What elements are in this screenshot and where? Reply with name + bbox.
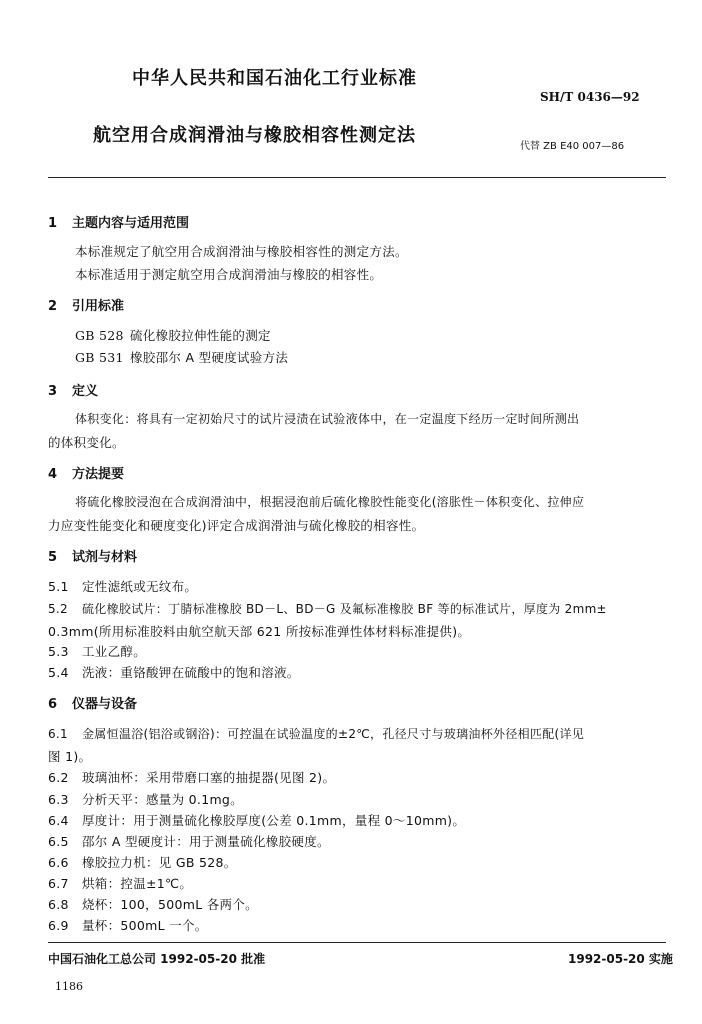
item-text: 洗液：重铬酸钾在硫酸中的饱和溶液。 <box>82 665 300 680</box>
section-title: 仪器与设备 <box>72 697 138 712</box>
header-rule <box>48 177 666 178</box>
item-number: 5.1 <box>48 579 69 594</box>
item-text: 分析天平：感量为 0.1mg。 <box>82 792 243 807</box>
item-text: 玻璃油杯：采用带磨口塞的抽提器(见图 2)。 <box>82 770 336 785</box>
section-1-heading <box>48 212 189 231</box>
list-item <box>48 642 146 660</box>
list-item-continuation: 0.3mm(所用标准胶料由航空航天部 621 所按标准弹性体材料标准提供)。 <box>48 624 471 639</box>
reference-title: 橡胶邵尔 A 型硬度试验方法 <box>130 350 289 365</box>
item-text: 硫化橡胶试片：丁腈标准橡胶 BD－L、BD－G 及氟标准橡胶 BF 等的标准试片，厚度为 2mm± <box>82 602 607 616</box>
paragraph-line: 的体积变化。 <box>48 435 125 450</box>
item-number: 6.2 <box>48 770 69 785</box>
section-title: 试剂与材料 <box>72 550 138 565</box>
item-number: 5.4 <box>48 665 69 680</box>
item-text: 邵尔 A 型硬度计：用于测量硫化橡胶硬度。 <box>82 834 330 849</box>
section-title: 定义 <box>72 384 99 399</box>
list-item <box>48 853 237 871</box>
item-text: 橡胶拉力机：见 GB 528。 <box>82 855 237 870</box>
list-item <box>48 725 584 742</box>
item-number: 6.1 <box>48 727 68 741</box>
item-text: 金属恒温浴(铝浴或钢浴)：可控温在试验温度的±2℃，孔径尺寸与玻璃油杯外径相匹配(详见 <box>82 727 585 741</box>
list-item <box>48 768 335 786</box>
section-6-heading <box>48 693 137 712</box>
list-item <box>48 600 607 617</box>
item-text: 量杯：500mL 一个。 <box>82 918 208 933</box>
standard-number: SH/T 0436—92 <box>540 90 640 104</box>
paragraph: 本标准规定了航空用合成润滑油与橡胶相容性的测定方法。 <box>75 244 408 259</box>
page-number: 1186 <box>55 980 83 993</box>
footer-rule <box>48 942 666 943</box>
reference-code: GB 528 <box>75 328 124 343</box>
item-number: 6.3 <box>48 792 69 807</box>
section-number: 2 <box>48 299 58 314</box>
list-item <box>48 790 243 808</box>
section-number: 6 <box>48 697 58 712</box>
item-text: 厚度计：用于测量硫化橡胶厚度(公差 0.1mm，量程 0～10mm)。 <box>82 813 466 828</box>
list-item <box>48 874 192 892</box>
section-number: 5 <box>48 550 58 565</box>
item-text: 烘箱：控温±1℃。 <box>82 876 193 891</box>
org-title: 中华人民共和国石油化工行业标准 <box>132 68 417 89</box>
section-number: 4 <box>48 467 58 482</box>
item-number: 6.7 <box>48 876 69 891</box>
effective-date: 1992-05-20 实施 <box>568 952 673 966</box>
section-number: 1 <box>48 216 58 231</box>
reference-item <box>75 326 271 344</box>
section-5-heading <box>48 546 137 565</box>
item-text: 工业乙醇。 <box>82 644 147 659</box>
section-title: 主题内容与适用范围 <box>72 216 190 231</box>
paragraph-line: 力应变性能变化和硬度变化)评定合成润滑油与硫化橡胶的相容性。 <box>48 518 425 533</box>
paragraph-line: 体积变化：将具有一定初始尺寸的试片浸渍在试验液体中，在一定温度下经历一定时间所测出 <box>75 412 580 426</box>
list-item-continuation: 图 1)。 <box>48 749 92 764</box>
issuer-approval: 中国石油化工总公司 1992-05-20 批准 <box>48 952 266 966</box>
document-title: 航空用合成润滑油与橡胶相容性测定法 <box>93 125 416 146</box>
list-item <box>48 811 465 829</box>
section-title: 方法提要 <box>72 467 125 482</box>
list-item <box>48 895 258 913</box>
reference-code: GB 531 <box>75 350 124 365</box>
item-text: 定性滤纸或无纹布。 <box>82 579 198 594</box>
item-number: 6.6 <box>48 855 69 870</box>
paragraph: 本标准适用于测定航空用合成润滑油与橡胶的相容性。 <box>75 267 383 282</box>
reference-title: 硫化橡胶拉伸性能的测定 <box>130 328 271 343</box>
section-2-heading <box>48 295 124 314</box>
section-number: 3 <box>48 384 58 399</box>
item-number: 6.5 <box>48 834 69 849</box>
paragraph-line: 将硫化橡胶浸泡在合成润滑油中，根据浸泡前后硫化橡胶性能变化(溶胀性－体积变化、拉伸应 <box>75 495 585 509</box>
item-number: 6.8 <box>48 897 69 912</box>
item-number: 5.3 <box>48 644 69 659</box>
list-item <box>48 832 330 850</box>
item-number: 6.9 <box>48 918 69 933</box>
item-text: 烧杯：100，500mL 各两个。 <box>82 897 258 912</box>
item-number: 6.4 <box>48 813 69 828</box>
section-title: 引用标准 <box>72 299 125 314</box>
list-item <box>48 916 208 934</box>
section-3-heading <box>48 380 98 399</box>
list-item <box>48 663 300 681</box>
replaces-standard: 代替 ZB E40 007—86 <box>520 141 625 152</box>
item-number: 5.2 <box>48 602 68 616</box>
section-4-heading <box>48 463 124 482</box>
list-item <box>48 577 197 595</box>
reference-item <box>75 348 288 366</box>
